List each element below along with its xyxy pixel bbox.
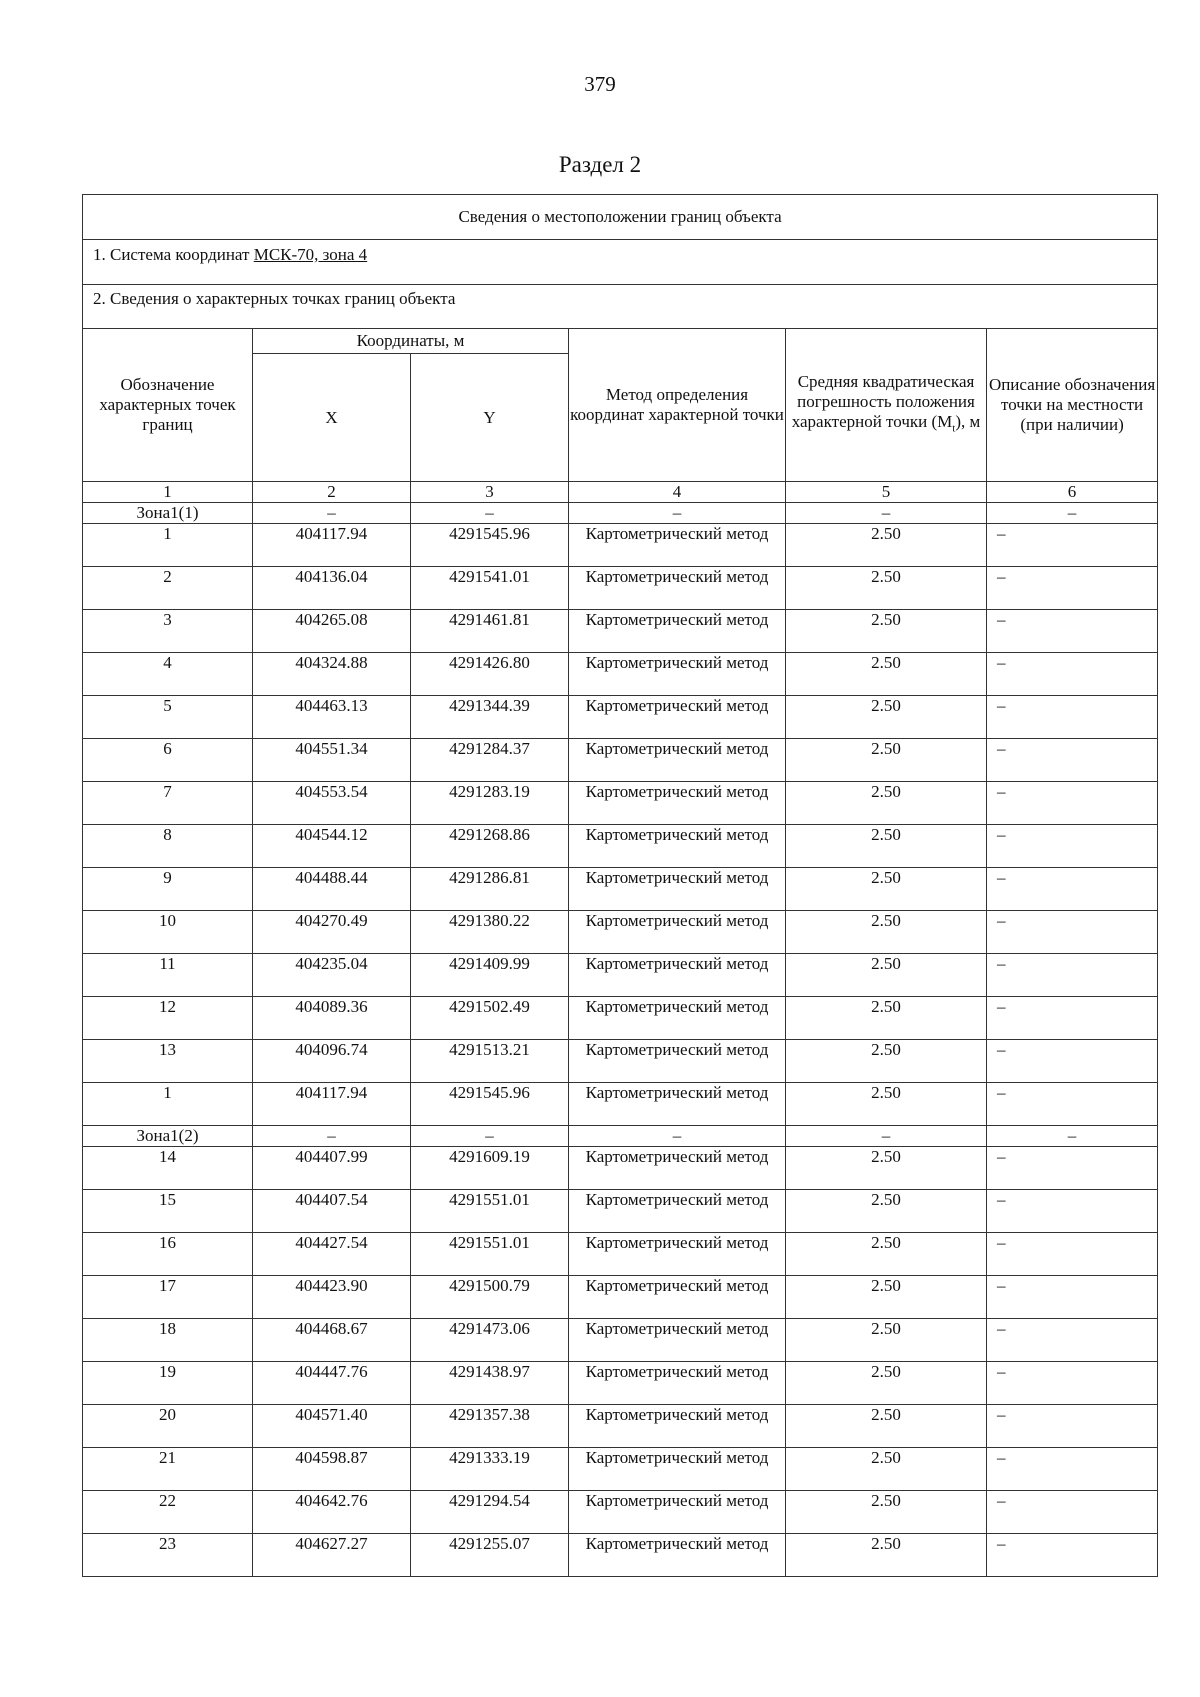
table-row xyxy=(83,524,1158,567)
column-number: 5 xyxy=(786,482,987,503)
coord-y: 4291609.19 xyxy=(411,1147,569,1190)
rms-error: 2.50 xyxy=(786,653,987,696)
rms-error: 2.50 xyxy=(786,1405,987,1448)
table-title: Сведения о местоположении границ объекта xyxy=(83,195,1158,240)
coord-x: 404488.44 xyxy=(253,868,411,911)
point-id: 4 xyxy=(83,653,253,696)
coord-y: 4291286.81 xyxy=(411,868,569,911)
point-description: – xyxy=(987,696,1158,739)
coord-x: 404235.04 xyxy=(253,954,411,997)
table-row xyxy=(83,1362,1158,1405)
coord-y: 4291333.19 xyxy=(411,1448,569,1491)
zone-row xyxy=(83,503,1158,524)
header-description: Описание обозначения точки на местности (при наличии) xyxy=(987,329,1158,482)
method: Картометрический метод xyxy=(569,1233,786,1276)
column-number: 6 xyxy=(987,482,1158,503)
coord-x: – xyxy=(253,503,411,524)
rms-error: 2.50 xyxy=(786,1147,987,1190)
table-row xyxy=(83,1190,1158,1233)
coord-y: 4291473.06 xyxy=(411,1319,569,1362)
point-description: – xyxy=(987,1319,1158,1362)
point-id: 21 xyxy=(83,1448,253,1491)
point-id: 1 xyxy=(83,524,253,567)
point-description: – xyxy=(987,503,1158,524)
rms-error: 2.50 xyxy=(786,524,987,567)
point-description: – xyxy=(987,1126,1158,1147)
point-description: – xyxy=(987,610,1158,653)
method: Картометрический метод xyxy=(569,954,786,997)
point-description: – xyxy=(987,997,1158,1040)
coord-y: – xyxy=(411,1126,569,1147)
method: Картометрический метод xyxy=(569,911,786,954)
coord-y: 4291344.39 xyxy=(411,696,569,739)
table-row xyxy=(83,1147,1158,1190)
coord-x: 404571.40 xyxy=(253,1405,411,1448)
table-row xyxy=(83,653,1158,696)
method: – xyxy=(569,503,786,524)
method: Картометрический метод xyxy=(569,1040,786,1083)
rms-error: 2.50 xyxy=(786,1534,987,1577)
point-id: 11 xyxy=(83,954,253,997)
method: Картометрический метод xyxy=(569,567,786,610)
coord-y: 4291513.21 xyxy=(411,1040,569,1083)
point-description: – xyxy=(987,911,1158,954)
coord-x: 404553.54 xyxy=(253,782,411,825)
table-row xyxy=(83,1319,1158,1362)
point-id: 8 xyxy=(83,825,253,868)
method: Картометрический метод xyxy=(569,782,786,825)
point-description: – xyxy=(987,653,1158,696)
method: Картометрический метод xyxy=(569,696,786,739)
table-body xyxy=(83,195,1158,1577)
header-error xyxy=(786,329,987,482)
coord-x: 404468.67 xyxy=(253,1319,411,1362)
rms-error: 2.50 xyxy=(786,1083,987,1126)
point-description: – xyxy=(987,782,1158,825)
table-row xyxy=(83,1040,1158,1083)
rms-error: 2.50 xyxy=(786,954,987,997)
coord-y: 4291541.01 xyxy=(411,567,569,610)
point-id: 9 xyxy=(83,868,253,911)
rms-error: 2.50 xyxy=(786,997,987,1040)
table-row xyxy=(83,782,1158,825)
table-row xyxy=(83,1405,1158,1448)
point-description: – xyxy=(987,1491,1158,1534)
point-id: 3 xyxy=(83,610,253,653)
point-id: 19 xyxy=(83,1362,253,1405)
column-number: 1 xyxy=(83,482,253,503)
table-title-row xyxy=(83,195,1158,240)
coord-y: 4291268.86 xyxy=(411,825,569,868)
point-id: 22 xyxy=(83,1491,253,1534)
coord-x: 404117.94 xyxy=(253,524,411,567)
coord-y: 4291357.38 xyxy=(411,1405,569,1448)
rms-error: 2.50 xyxy=(786,782,987,825)
coord-x: 404407.99 xyxy=(253,1147,411,1190)
coord-y: 4291255.07 xyxy=(411,1534,569,1577)
header-designation: Обозначение характерных точек границ xyxy=(83,329,253,482)
point-id: 7 xyxy=(83,782,253,825)
boundary-points-table xyxy=(82,194,1158,1577)
point-description: – xyxy=(987,1190,1158,1233)
coord-x: 404551.34 xyxy=(253,739,411,782)
coord-y: 4291551.01 xyxy=(411,1233,569,1276)
rms-error: 2.50 xyxy=(786,825,987,868)
table-row xyxy=(83,1083,1158,1126)
method: Картометрический метод xyxy=(569,1147,786,1190)
coord-x: – xyxy=(253,1126,411,1147)
method: Картометрический метод xyxy=(569,524,786,567)
column-number: 3 xyxy=(411,482,569,503)
table-row xyxy=(83,997,1158,1040)
column-number: 2 xyxy=(253,482,411,503)
table-row xyxy=(83,911,1158,954)
table-row xyxy=(83,1491,1158,1534)
point-id: 5 xyxy=(83,696,253,739)
point-description: – xyxy=(987,868,1158,911)
coord-x: 404270.49 xyxy=(253,911,411,954)
table-row xyxy=(83,1233,1158,1276)
method: Картометрический метод xyxy=(569,739,786,782)
coord-system-prefix: 1. Система координат xyxy=(93,245,254,264)
method: Картометрический метод xyxy=(569,610,786,653)
coord-x: 404598.87 xyxy=(253,1448,411,1491)
rms-error: 2.50 xyxy=(786,696,987,739)
zone-label: Зона1(2) xyxy=(83,1126,253,1147)
coord-x: 404407.54 xyxy=(253,1190,411,1233)
rms-error: – xyxy=(786,1126,987,1147)
coord-system-row xyxy=(83,240,1158,285)
coord-x: 404089.36 xyxy=(253,997,411,1040)
method: Картометрический метод xyxy=(569,1534,786,1577)
method: Картометрический метод xyxy=(569,825,786,868)
table-row xyxy=(83,1534,1158,1577)
method: Картометрический метод xyxy=(569,1491,786,1534)
method: Картометрический метод xyxy=(569,1190,786,1233)
point-description: – xyxy=(987,1362,1158,1405)
table-row xyxy=(83,610,1158,653)
column-numbers-row xyxy=(83,482,1158,503)
rms-error: 2.50 xyxy=(786,567,987,610)
points-heading: 2. Сведения о характерных точках границ объекта xyxy=(83,285,1158,329)
method: Картометрический метод xyxy=(569,1083,786,1126)
rms-error: 2.50 xyxy=(786,1233,987,1276)
point-id: 2 xyxy=(83,567,253,610)
header-method: Метод определения координат характерной точки xyxy=(569,329,786,482)
coord-y: 4291438.97 xyxy=(411,1362,569,1405)
table-row xyxy=(83,696,1158,739)
point-description: – xyxy=(987,825,1158,868)
rms-error: 2.50 xyxy=(786,911,987,954)
coord-x: 404427.54 xyxy=(253,1233,411,1276)
header-y: Y xyxy=(411,354,569,482)
coord-y: 4291294.54 xyxy=(411,1491,569,1534)
point-id: 6 xyxy=(83,739,253,782)
coord-y: 4291284.37 xyxy=(411,739,569,782)
coord-x: 404423.90 xyxy=(253,1276,411,1319)
method: Картометрический метод xyxy=(569,1276,786,1319)
coord-x: 404447.76 xyxy=(253,1362,411,1405)
coord-y: 4291551.01 xyxy=(411,1190,569,1233)
method: Картометрический метод xyxy=(569,1362,786,1405)
zone-row xyxy=(83,1126,1158,1147)
method: – xyxy=(569,1126,786,1147)
point-description: – xyxy=(987,1276,1158,1319)
point-description: – xyxy=(987,1040,1158,1083)
point-description: – xyxy=(987,1405,1158,1448)
point-description: – xyxy=(987,1448,1158,1491)
coord-x: 404117.94 xyxy=(253,1083,411,1126)
point-id: 12 xyxy=(83,997,253,1040)
table-row xyxy=(83,739,1158,782)
rms-error: – xyxy=(786,503,987,524)
rms-error: 2.50 xyxy=(786,610,987,653)
coord-x: 404096.74 xyxy=(253,1040,411,1083)
point-id: 14 xyxy=(83,1147,253,1190)
rms-error: 2.50 xyxy=(786,1448,987,1491)
point-id: 23 xyxy=(83,1534,253,1577)
coord-x: 404265.08 xyxy=(253,610,411,653)
page-number: 379 xyxy=(584,72,616,96)
point-description: – xyxy=(987,1233,1158,1276)
coord-y: 4291461.81 xyxy=(411,610,569,653)
table-row xyxy=(83,954,1158,997)
method: Картометрический метод xyxy=(569,1405,786,1448)
point-id: 1 xyxy=(83,1083,253,1126)
coord-y: 4291545.96 xyxy=(411,524,569,567)
column-number: 4 xyxy=(569,482,786,503)
coord-y: 4291426.80 xyxy=(411,653,569,696)
point-description: – xyxy=(987,524,1158,567)
point-id: 20 xyxy=(83,1405,253,1448)
rms-error: 2.50 xyxy=(786,739,987,782)
coord-y: 4291500.79 xyxy=(411,1276,569,1319)
header-error-text: Средняя квадратическая погрешность положения характерной точки $(M_t)$, м xyxy=(791,371,981,435)
section-title: Раздел 2 xyxy=(558,152,642,177)
coord-system-value: МСК-70, зона 4 xyxy=(253,245,368,264)
table-row xyxy=(83,1276,1158,1319)
table-row xyxy=(83,567,1158,610)
method: Картометрический метод xyxy=(569,1448,786,1491)
method: Картометрический метод xyxy=(569,997,786,1040)
rms-error: 2.50 xyxy=(786,1040,987,1083)
coord-system-cell xyxy=(83,240,1158,285)
zone-label: Зона1(1) xyxy=(83,503,253,524)
coord-x: 404642.76 xyxy=(253,1491,411,1534)
rms-error: 2.50 xyxy=(786,1276,987,1319)
method: Картометрический метод xyxy=(569,653,786,696)
header-x: X xyxy=(253,354,411,482)
coord-y: – xyxy=(411,503,569,524)
header-row-1 xyxy=(83,329,1158,354)
table-row xyxy=(83,868,1158,911)
point-id: 16 xyxy=(83,1233,253,1276)
point-id: 10 xyxy=(83,911,253,954)
point-id: 18 xyxy=(83,1319,253,1362)
coord-y: 4291409.99 xyxy=(411,954,569,997)
coord-y: 4291545.96 xyxy=(411,1083,569,1126)
table-row xyxy=(83,1448,1158,1491)
point-description: – xyxy=(987,739,1158,782)
point-description: – xyxy=(987,1147,1158,1190)
point-description: – xyxy=(987,1534,1158,1577)
coord-x: 404136.04 xyxy=(253,567,411,610)
rms-error: 2.50 xyxy=(786,1190,987,1233)
method: Картометрический метод xyxy=(569,868,786,911)
table-row xyxy=(83,825,1158,868)
rms-error: 2.50 xyxy=(786,1362,987,1405)
point-description: – xyxy=(987,1083,1158,1126)
point-description: – xyxy=(987,567,1158,610)
coord-x: 404544.12 xyxy=(253,825,411,868)
coord-y: 4291283.19 xyxy=(411,782,569,825)
coord-x: 404324.88 xyxy=(253,653,411,696)
header-coordinates: Координаты, м xyxy=(253,329,569,354)
coord-x: 404463.13 xyxy=(253,696,411,739)
point-id: 17 xyxy=(83,1276,253,1319)
rms-error: 2.50 xyxy=(786,1319,987,1362)
coord-x: 404627.27 xyxy=(253,1534,411,1577)
points-heading-row xyxy=(83,285,1158,329)
coord-y: 4291502.49 xyxy=(411,997,569,1040)
rms-error: 2.50 xyxy=(786,868,987,911)
point-id: 15 xyxy=(83,1190,253,1233)
method: Картометрический метод xyxy=(569,1319,786,1362)
coord-y: 4291380.22 xyxy=(411,911,569,954)
point-description: – xyxy=(987,954,1158,997)
rms-error: 2.50 xyxy=(786,1491,987,1534)
point-id: 13 xyxy=(83,1040,253,1083)
